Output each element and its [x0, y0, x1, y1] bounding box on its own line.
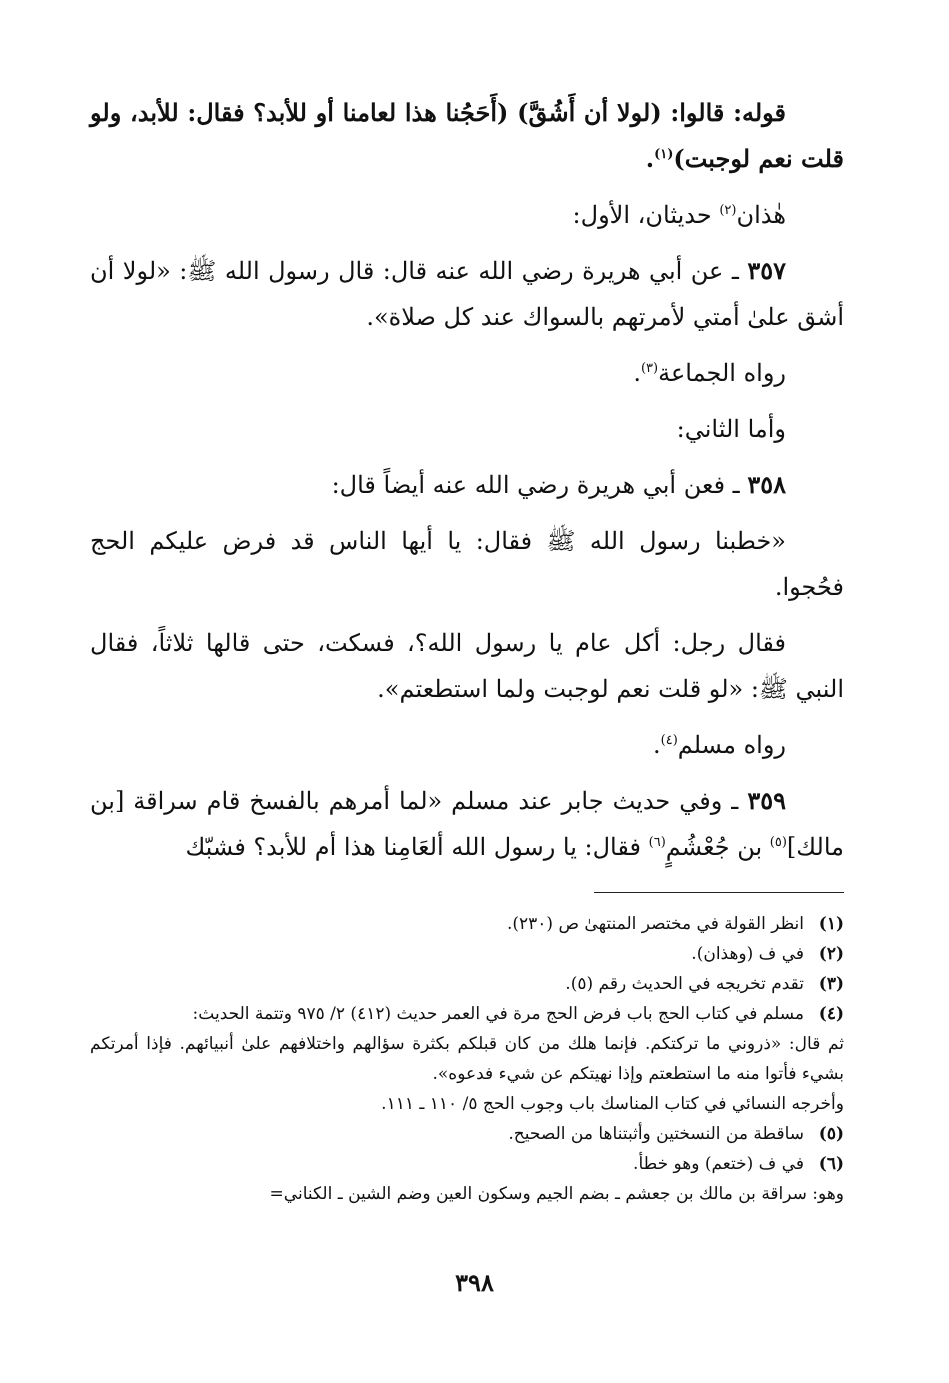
footnote-4-text: مسلم في كتاب الحج باب فرض الحج مرة في العمر حديث (٤١٢) ٢/ ٩٧٥ وتتمة الحديث:: [192, 1004, 804, 1024]
hadith-number-358: ٣٥٨: [747, 470, 786, 499]
hadith-358: [90, 462, 844, 508]
footnote-5-text: ساقطة من النسختين وأثبتناها من الصحيح.: [508, 1124, 804, 1144]
hadith-359-text-c: فقال: يا رسول الله ألعَامِنا هذا أم للأبد؟ فشبّك: [185, 833, 649, 861]
hadith-359-text-b: بن جُعْشُمٍ: [665, 833, 770, 861]
paragraph-quote: [90, 90, 844, 182]
narrated-jamaa-pre: رواه الجماعة: [658, 359, 786, 387]
footnote-3-text: تقدم تخريجه في الحديث رقم (٥).: [565, 974, 804, 994]
footnote-5-mark: (٥): [818, 1124, 844, 1144]
hadith-359: [90, 778, 844, 870]
footnote-ref-2[interactable]: (٢): [719, 203, 737, 218]
footnote-1-text: انظر القولة في مختصر المنتهىٰ ص (٢٣٠).: [506, 914, 804, 934]
footnote-4-continuation-2: وأخرجه النسائي في كتاب المناسك باب وجوب الحج ٥/ ١١٠ ـ ١١١.: [381, 1094, 844, 1114]
footnote-6-mark: (٦): [818, 1154, 844, 1174]
footnote-divider: [594, 892, 844, 893]
hadith-357-text: ـ عن أبي هريرة رضي الله عنه قال: قال رسول الله ﷺ: «لولا أن أشق علىٰ أمتي لأمرتهم بالسواك عند كل صلاة».: [90, 257, 844, 331]
man-asked-text: فقال رجل: أكل عام يا رسول الله؟، فسكت، حتى قالها ثلاثاً، فقال النبي ﷺ: «لو قلت نعم لوجبت ولما استطعتم».: [90, 629, 844, 703]
quote-text: قوله: قالوا: (لولا أن أَشُقَّ) (أَحَجُنا هذا لعامنا أو للأبد؟ فقال: للأبد، ولو قلت نعم لوجبت): [90, 98, 844, 173]
hadith-358-text: ـ فعن أبي هريرة رضي الله عنه أيضاً قال:: [331, 471, 748, 499]
sermon-text: «خطبنا رسول الله ﷺ فقال: يا أيها الناس قد فرض عليكم الحج فحُجوا.: [90, 527, 844, 601]
footnote-ref-5[interactable]: (٥): [769, 835, 787, 850]
footnote-ref-1[interactable]: (١): [654, 147, 674, 162]
paragraph-man-asked: [90, 620, 844, 712]
footnote-4: [90, 999, 844, 1029]
footnote-4-mark: (٤): [818, 1004, 844, 1024]
footnote-6-continuation: وهو: سراقة بن مالك بن جعشم ـ بضم الجيم وسكون العين وضم الشين ـ الكناني=: [269, 1184, 844, 1204]
hadith-number-357: ٣٥٧: [747, 256, 786, 285]
footnote-ref-4[interactable]: (٤): [660, 733, 678, 748]
footnote-ref-6[interactable]: (٦): [648, 835, 666, 850]
footnote-6: [90, 1149, 844, 1179]
footnote-2-text: في ف (وهذان).: [691, 944, 804, 964]
two-hadiths-post: حديثان، الأول:: [572, 201, 720, 229]
footnote-6-text: في ف (ختعم) وهو خطأ.: [633, 1154, 804, 1174]
quote-end: .: [645, 144, 655, 173]
footnote-3: [90, 969, 844, 999]
paragraph-narrated-muslim: [90, 722, 844, 768]
footnote-3-mark: (٣): [818, 974, 844, 994]
narrated-muslim-pre: رواه مسلم: [677, 731, 786, 759]
narrated-jamaa-post: .: [633, 359, 641, 387]
second-text: وأما الثاني:: [676, 415, 786, 443]
footnote-2: [90, 939, 844, 969]
narrated-muslim-post: .: [652, 731, 661, 759]
two-hadiths-pre: هٰذان: [736, 201, 786, 229]
paragraph-sermon: [90, 518, 844, 610]
paragraph-two-hadiths: [90, 192, 844, 238]
paragraph-narrated-jamaa: [90, 350, 844, 396]
footnote-1-mark: (١): [818, 914, 844, 934]
hadith-359-text-a: ـ وفي حديث جابر عند مسلم «لما أمرهم بالفسخ قام سراقة [بن مالك]: [90, 787, 844, 861]
page-number: ٣٩٨: [455, 1268, 494, 1297]
footnote-2-mark: (٢): [818, 944, 844, 964]
hadith-number-359: ٣٥٩: [747, 786, 786, 815]
footnote-1: [90, 909, 844, 939]
footnote-4-continuation-1: ثم قال: «ذروني ما تركتكم. فإنما هلك من كان قبلكم بكثرة سؤالهم واختلافهم علىٰ أنبيائهم. فإذا أمرتكم بشيء فأتوا منه ما استطعتم وإذا نهيتكم عن شيء فدعوه».: [90, 1034, 844, 1084]
paragraph-second: [90, 406, 844, 452]
footnote-5: [90, 1119, 844, 1149]
footnote-ref-3[interactable]: (٣): [640, 361, 659, 376]
footnotes: [90, 909, 844, 1209]
hadith-357: [90, 248, 844, 340]
